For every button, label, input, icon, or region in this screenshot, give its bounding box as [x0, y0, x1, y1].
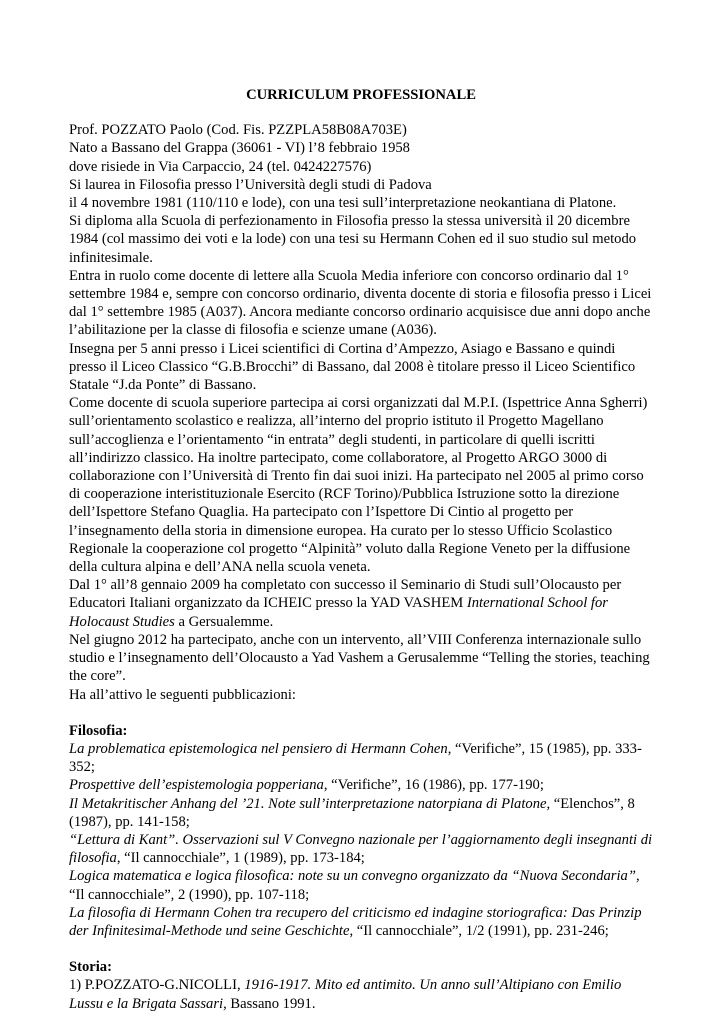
publications-intro: Ha all’attivo le seguenti pubblicazioni:	[69, 686, 296, 703]
publication-title: Logica matematica e logica filosofica: note su un convegno organizzato da “Nuova Secondaria”	[69, 868, 636, 885]
publication-details: , “Verifiche”, 15 (1985), pp. 333-352;	[69, 740, 642, 776]
publication-title: La filosofia di Hermann Cohen tra recupero del criticismo ed indagine storiografica: Das Prinzip der Infinitesimal-Methode und seine Geschichte	[69, 904, 642, 939]
publication-item	[69, 795, 653, 831]
publication-details: , “Elenchos”, 8 (1987), pp. 141-158;	[69, 795, 635, 830]
paragraph-attivita: Come docente di scuola superiore partecipa ai corsi organizzati dal M.P.I. (Ispettrice Anna Sgherri) sull’orientamento scolastico e realizza, all’interno del proprio istituto il Progetto Magellano sull’accoglienza e l’orientamento “in entrata” degli studenti, in particolare di quelli iscritti all’indirizzo classico. Ha inoltre partecipato, come collaboratore, al Progetto ARGO 3000 di collaborazione con l’Università di Trento fin dai suoi inizi. Ha partecipato nel 2005 al primo corso di cooperazione interistituzionale Esercito (RCF Torino)/Pubblica Istruzione sotto la direzione dell’Ispettore Stefano Quaglia. Ha partecipato con l’Ispettore Di Cintio al progetto per l’insegnamento della storia in dimensione europea. Ha curato per lo stesso Ufficio Scolastico Regionale la cooperazione col progetto “Alpinità” voluto dalla Regione Veneto per la diffusione della cultura alpina e dell’ANA nella scuola veneta.	[69, 395, 648, 576]
publication-title: 1916-1917. Mito ed antimito. Un anno sull’Altipiano con Emilio Lussu e la Brigata Sassari	[69, 977, 622, 1012]
publication-item	[69, 831, 653, 867]
spacer	[69, 704, 653, 722]
publication-title: La problematica epistemologica nel pensiero di Hermann Cohen	[69, 740, 448, 757]
spacer	[69, 940, 653, 958]
section-heading-filosofia: Filosofia:	[69, 722, 128, 739]
paragraph-yad-vashem	[69, 576, 653, 631]
publication-title: Il Metakritischer Anhang del ’21. Note sull’interpretazione natorpiana di Platone	[69, 795, 547, 812]
paragraph-conference: Nel giugno 2012 ha partecipato, anche con un intervento, all’VIII Conferenza internazionale sullo studio e l’insegnamento dell’Olocausto a Yad Vashem a Gerusalemme “Telling the stories, teaching the core”.	[69, 631, 650, 685]
publication-details: , “Il cannocchiale”, 1/2 (1991), pp. 231-246;	[349, 922, 609, 939]
intro-line: dove risiede in Via Carpaccio, 24 (tel. 0424227576)	[69, 158, 372, 175]
paragraph-ruolo: Entra in ruolo come docente di lettere alla Scuola Media inferiore con concorso ordinario dal 1° settembre 1984 e, sempre con concorso ordinario, diventa docente di storia e filosofia presso i Licei dal 1° settembre 1985 (A037). Ancora mediante concorso ordinario acquisisce due anni dopo anche l’abilitazione per la classe di filosofia e scienze umane (A036).	[69, 267, 652, 339]
publication-item	[69, 904, 653, 940]
publication-details: , Bassano 1991.	[223, 995, 316, 1012]
publication-item	[69, 776, 653, 794]
paragraph-perfezionamento: Si diploma alla Scuola di perfezionamento in Filosofia presso la stessa università il 20 dicembre 1984 (col massimo dei voti e la lode) con una tesi su Hermann Cohen ed il suo studio sul metodo infinitesimale.	[69, 213, 637, 266]
section-heading-storia: Storia:	[69, 959, 112, 976]
publication-item	[69, 740, 653, 776]
publication-title: Prospettive dell’espistemologia popperiana	[69, 777, 324, 794]
intro-line: Prof. POZZATO Paolo (Cod. Fis. PZZPLA58B08A703E)	[69, 122, 407, 139]
yad-vashem-school: International School for Holocaust Studies	[69, 595, 608, 630]
publication-item	[69, 976, 653, 1012]
intro-line: il 4 novembre 1981 (110/110 e lode), con una tesi sull’interpretazione neokantiana di Platone.	[69, 195, 617, 212]
yad-vashem-place: a Gersualemme.	[174, 613, 274, 630]
publication-details: , “Il cannocchiale”, 2 (1990), pp. 107-118;	[69, 868, 640, 903]
intro-line: Nato a Bassano del Grappa (36061 - VI) l’8 febbraio 1958	[69, 140, 410, 157]
yad-vashem-text: Dal 1° all’8 gennaio 2009 ha completato con successo il Seminario di Studi sull’Olocausto per Educatori Italiani organizzato da ICHEIC presso la YAD VASHEM	[69, 577, 622, 612]
document-title: CURRICULUM PROFESSIONALE	[246, 87, 476, 103]
publication-title: “Lettura di Kant”. Osservazioni sul V Convegno nazionale per l’aggiornamento degli insegnanti di filosofia	[69, 831, 653, 867]
intro-line: Si laurea in Filosofia presso l’Università degli studi di Padova	[69, 176, 432, 193]
publication-details: , “Verifiche”, 16 (1986), pp. 177-190;	[323, 777, 544, 794]
publication-details: , “Il cannocchiale”, 1 (1989), pp. 173-184;	[116, 850, 365, 867]
publication-authors: 1) P.POZZATO-G.NICOLLI,	[69, 977, 245, 994]
publication-item	[69, 867, 653, 903]
document-content	[69, 86, 653, 1013]
paragraph-insegnamento: Insegna per 5 anni presso i Licei scientifici di Cortina d’Ampezzo, Asiago e Bassano e quindi presso il Liceo Classico “G.B.Brocchi” di Bassano, dal 2008 è titolare presso il Liceo Scientifico Statale “J.da Ponte” di Bassano.	[69, 340, 636, 394]
